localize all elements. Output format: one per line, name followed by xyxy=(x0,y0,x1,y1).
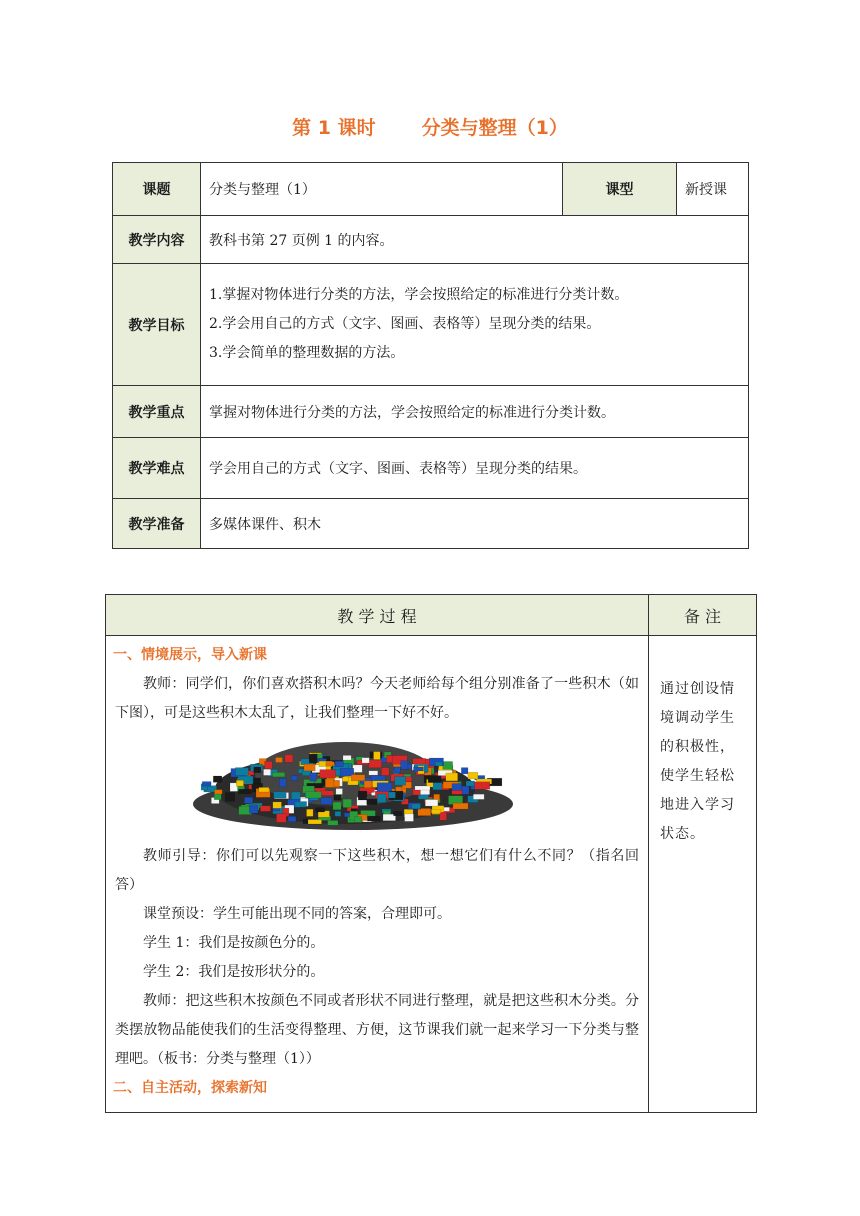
brick xyxy=(295,802,307,808)
brick xyxy=(362,758,369,763)
content-value: 教科书第 27 页例 1 的内容。 xyxy=(201,216,749,264)
brick xyxy=(276,814,286,823)
paragraph: 课堂预设：学生可能出现不同的答案，合理即可。 xyxy=(143,906,451,922)
topic-label: 课题 xyxy=(113,163,201,216)
brick xyxy=(369,771,378,775)
brick xyxy=(304,764,315,771)
brick xyxy=(273,802,282,808)
key-value: 掌握对物体进行分类的方法，学会按照给定的标准进行分类计数。 xyxy=(201,386,749,438)
brick xyxy=(443,762,453,770)
brick xyxy=(355,817,362,823)
brick xyxy=(202,782,211,787)
brick xyxy=(320,770,336,778)
process-body xyxy=(107,637,647,1111)
brick xyxy=(244,797,253,803)
brick xyxy=(321,791,334,796)
teaching-note: 通过创设情境调动学生的积极性，使学生轻松地进入学习状态。 xyxy=(660,681,735,842)
brick xyxy=(394,767,400,773)
brick xyxy=(334,795,341,801)
brick xyxy=(466,781,475,786)
brick xyxy=(309,754,317,763)
brick xyxy=(259,787,269,792)
brick xyxy=(428,776,441,783)
brick xyxy=(377,783,392,792)
section-heading-2: 二、自主活动，探索新知 xyxy=(113,1080,267,1096)
brick xyxy=(336,789,343,795)
brick xyxy=(388,792,395,798)
brick xyxy=(225,793,234,802)
lesson-info-table xyxy=(112,162,749,549)
prep-label: 教学准备 xyxy=(113,499,201,549)
brick xyxy=(310,773,317,781)
brick xyxy=(351,775,365,781)
goals-label: 教学目标 xyxy=(113,264,201,386)
brick xyxy=(343,799,352,808)
brick xyxy=(335,811,341,816)
content-label: 教学内容 xyxy=(113,216,201,264)
brick xyxy=(273,772,285,777)
brick xyxy=(307,809,314,816)
brick xyxy=(343,755,351,760)
brick xyxy=(214,790,222,794)
brick xyxy=(415,786,430,790)
brick xyxy=(353,765,363,773)
brick xyxy=(279,778,286,786)
brick xyxy=(452,784,462,791)
brick xyxy=(358,791,367,800)
brick xyxy=(425,800,438,807)
brick xyxy=(394,811,403,816)
paragraph: 教师：同学们，你们喜欢搭积木吗？今天老师给每个组分别准备了一些积木（如下图），可是这些积木太乱了，让我们整理一下好不好。 xyxy=(115,676,639,721)
process-header: 教 学 过 程 xyxy=(106,595,649,636)
difficulty-label: 教学难点 xyxy=(113,438,201,499)
process-table xyxy=(105,594,757,1113)
brick xyxy=(414,767,424,771)
brick xyxy=(367,799,377,805)
goals-list xyxy=(201,264,749,386)
brick xyxy=(433,782,442,790)
brick xyxy=(401,761,408,770)
brick xyxy=(249,805,258,814)
brick xyxy=(333,802,341,810)
brick xyxy=(288,816,296,821)
brick xyxy=(374,752,381,760)
paragraph: 学生 2：我们是按形状分的。 xyxy=(143,964,325,980)
brick xyxy=(412,804,421,809)
brick xyxy=(468,772,478,779)
brick xyxy=(264,769,271,775)
brick xyxy=(239,789,252,794)
brick xyxy=(405,814,414,822)
brick xyxy=(367,816,380,821)
brick xyxy=(431,809,441,813)
brick xyxy=(236,780,243,786)
brick xyxy=(473,794,484,799)
brick xyxy=(364,781,372,789)
type-value: 新授课 xyxy=(677,163,749,216)
brick xyxy=(343,777,349,782)
brick xyxy=(291,776,298,781)
brick xyxy=(381,768,389,776)
paragraph: 教师引导：你们可以先观察一下这些积木，想一想它们有什么不同？（指名回答） xyxy=(115,848,639,893)
brick xyxy=(274,792,287,799)
brick xyxy=(335,761,343,767)
brick xyxy=(326,762,335,766)
brick xyxy=(308,820,322,825)
page-title: 第 1 课时 分类与整理（1） xyxy=(292,117,568,139)
key-label: 教学重点 xyxy=(113,386,201,438)
paragraph: 学生 1：我们是按颜色分的。 xyxy=(143,935,325,951)
brick xyxy=(213,776,222,782)
brick xyxy=(321,798,332,805)
building-blocks-image xyxy=(115,734,639,834)
brick xyxy=(328,820,338,825)
brick xyxy=(386,756,392,763)
goal-item: 3.学会简单的整理数据的方法。 xyxy=(209,345,405,361)
type-label: 课型 xyxy=(563,163,677,216)
topic-value: 分类与整理（1） xyxy=(201,163,563,216)
goal-item: 1.掌握对物体进行分类的方法，学会按照给定的标准进行分类计数。 xyxy=(209,287,629,303)
brick xyxy=(305,792,321,799)
brick xyxy=(453,803,468,809)
section-heading-1: 一、情境展示，导入新课 xyxy=(113,647,267,663)
brick xyxy=(369,760,382,768)
brick xyxy=(446,773,458,781)
brick xyxy=(316,808,325,812)
brick xyxy=(395,777,406,786)
brick xyxy=(377,794,386,803)
goal-item: 2.学会用自己的方式（文字、图画、表格等）呈现分类的结果。 xyxy=(209,316,601,332)
brick xyxy=(333,780,339,786)
brick xyxy=(265,761,273,769)
brick xyxy=(461,768,468,774)
difficulty-value: 学会用自己的方式（文字、图画、表格等）呈现分类的结果。 xyxy=(201,438,749,499)
brick xyxy=(235,768,248,776)
brick xyxy=(260,806,270,812)
brick xyxy=(285,755,293,763)
brick xyxy=(475,782,490,790)
brick xyxy=(254,767,261,773)
brick xyxy=(276,757,283,762)
paragraph: 教师：把这些积木按颜色不同或者形状不同进行整理，就是把这些积木分类。分类摆放物品能使我们的生活变得整理、方便，这节课我们就一起来学习一下分类与整理吧。（板书：分类与整理（1）） xyxy=(115,993,639,1067)
brick xyxy=(435,762,442,766)
prep-value: 多媒体课件、积木 xyxy=(201,499,749,549)
notes-header: 备 注 xyxy=(649,595,757,636)
